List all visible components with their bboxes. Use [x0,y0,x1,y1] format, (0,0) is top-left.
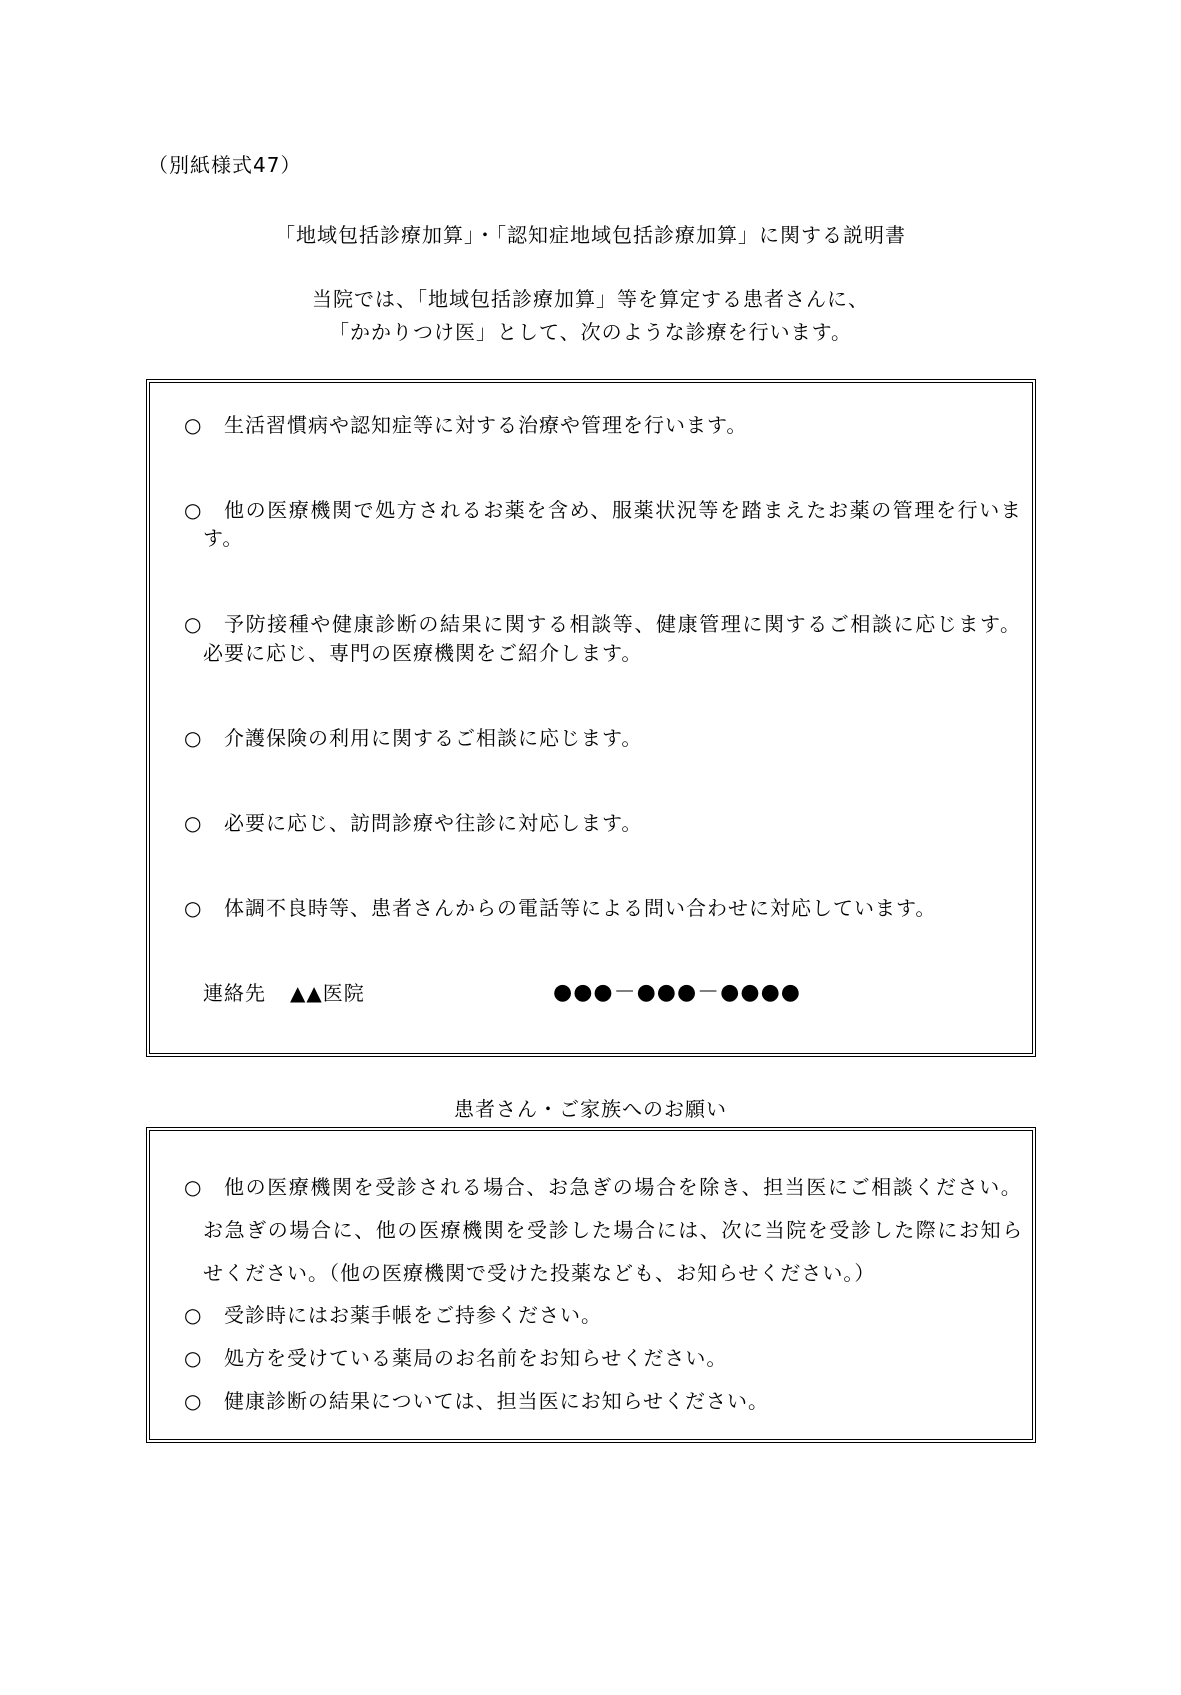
service-item: 他の医療機関で処方されるお薬を含め、服薬状況等を踏まえたお薬の管理を行いま [224,498,1023,522]
request-item: 受診時にはお薬手帳をご持参ください。 [224,1303,602,1327]
form-label: （別紙様式47） [148,153,302,177]
service-item: 必要に応じ、訪問診療や往診に対応します。 [224,811,643,835]
request-item: 他の医療機関を受診される場合、お急ぎの場合を除き、担当医にご相談ください。 [224,1175,1023,1199]
bullet-circle-icon: ○ [184,896,202,920]
service-item: 介護保険の利用に関するご相談に応じます。 [224,726,643,750]
request-item: 処方を受けている薬局のお名前をお知らせください。 [224,1346,728,1370]
bullet-circle-icon: ○ [184,1303,202,1327]
bullet-circle-icon: ○ [184,726,202,750]
bullet-circle-icon: ○ [184,413,202,437]
request-item-cont: せください。（他の医療機関で受けた投薬なども、お知らせください。） [203,1261,876,1285]
bullet-circle-icon: ○ [184,612,202,636]
bullet-circle-icon: ○ [184,1175,202,1199]
requests-title: 患者さん・ご家族へのお願い [454,1097,727,1121]
bullet-circle-icon: ○ [184,811,202,835]
service-item: 生活習慣病や認知症等に対する治療や管理を行います。 [224,413,748,437]
contact-label: 連絡先 [203,981,266,1005]
intro-line-1: 当院では、「地域包括診療加算」等を算定する患者さんに、 [312,287,869,311]
document-title: 「地域包括診療加算」・「認知症地域包括診療加算」に関する説明書 [275,223,906,247]
service-item-cont: 必要に応じ、専門の医療機関をご紹介します。 [203,641,643,665]
request-item-cont: お急ぎの場合に、他の医療機関を受診した場合には、次に当院を受診した際にお知ら [203,1218,1024,1242]
services-box [146,379,1036,1057]
request-item: 健康診断の結果については、担当医にお知らせください。 [224,1389,769,1413]
service-item-cont: す。 [203,526,244,550]
bullet-circle-icon: ○ [184,1346,202,1370]
contact-clinic: ▲▲医院 [290,981,365,1005]
service-item: 体調不良時等、患者さんからの電話等による問い合わせに対応しています。 [224,896,937,920]
service-item: 予防接種や健康診断の結果に関する相談等、健康管理に関するご相談に応じます。 [224,612,1022,636]
bullet-circle-icon: ○ [184,498,202,522]
contact-phone: ●●●－●●●－●●●● [553,980,801,1005]
bullet-circle-icon: ○ [184,1389,202,1413]
intro-line-2: 「かかりつけ医」として、次のような診療を行います。 [329,320,852,344]
